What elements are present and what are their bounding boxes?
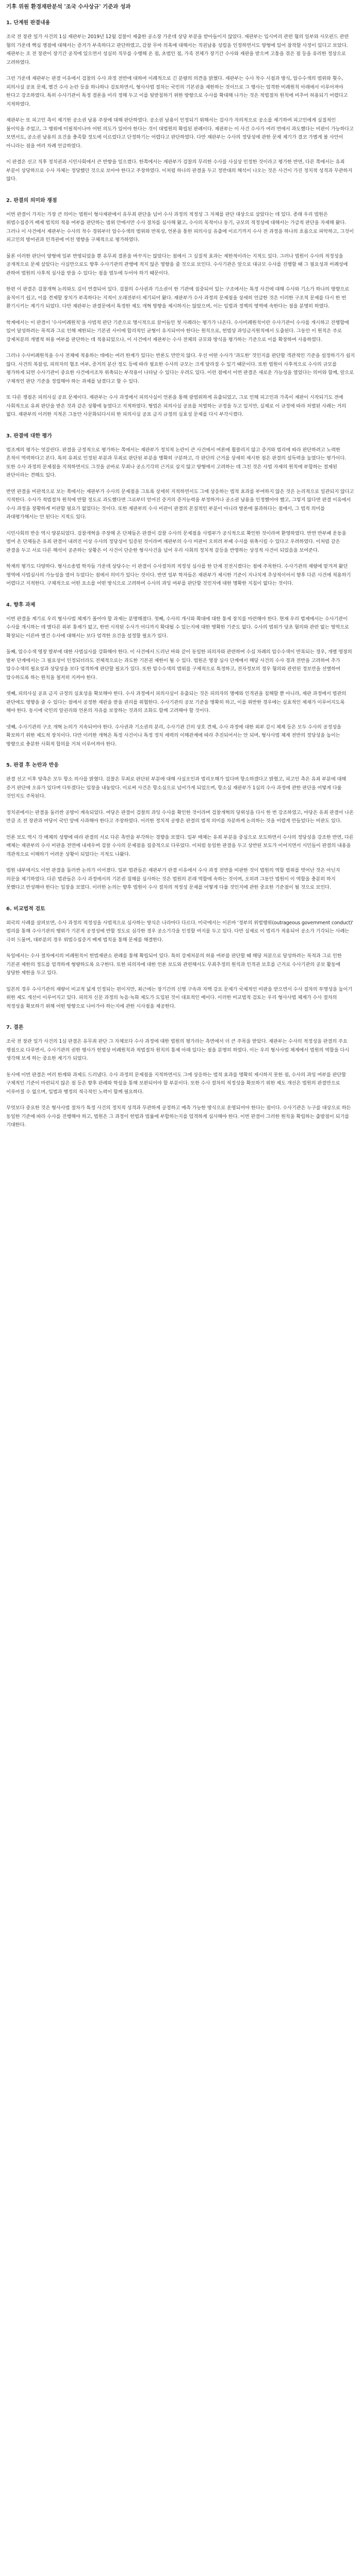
section-heading: 4. 향후 과제 [6, 602, 36, 608]
paragraph: 일본의 경우 수사기관의 재량이 비교적 넓게 인정되는 편이지만, 최근에는 장기간의 신병 구속과 자백 강요 문제가 국제적인 비판을 받으면서 수사 절차의 투명성을 높이기 위한 제도 개선이 이루어지고 있다. 피의자 신문 과정의 녹음·녹화 제도가 도입된 것이 대표적인 예이다. 이러한 비교법적 검토는 우리 형사사법 체계가 수사 절차의 적정성을 확보하기 위해 어떤 방향으로 나아가야 하는지에 관한 시사점을 제공한다. [6, 986, 353, 1009]
document-page [0, 0, 361, 1143]
section-heading: 3. 판결에 대한 평가 [6, 433, 52, 439]
section [6, 197, 355, 419]
paragraph: 또 다른 쟁점은 피의사실 공표 문제이다. 재판부는 수사 과정에서 피의사실이 언론을 통해 광범위하게 유출되었고, 그로 인해 피고인과 가족이 재판이 시작되기도 전에 사회적으로 유죄 판단을 받은 것과 같은 상황에 놓였다고 지적하였다. 형법은 피의사실 공표를 처벌하는 규정을 두고 있지만, 실제로 이 규정에 따라 처벌된 사례는 거의 없다. 재판부의 이러한 지적은 그동안 사문화되다시피 한 피의사실 공표 금지 규정의 실효성 문제를 다시 부각시켰다. [6, 395, 346, 417]
paragraph: 조국 전 장관 일가 사건의 1심 재판부는 2019년 12월 검찰이 제출한 공소장 가운데 상당 부분을 받아들이지 않았다. 재판부는 입시비리 관련 혐의 일부와 사모펀드 관련 혐의 가운데 핵심 쟁점에 대해서는 증거가 부족하다고 판단하였고, 감찰 무마 의혹에 대해서는 직권남용 성립을 인정하면서도 양형에 있어 참작할 사정이 있다고 보았다. 재판부는 조 전 장관이 장기간 공직에 있으면서 성실히 직무를 수행해 온 점, 초범인 점, 가족 전체가 장기간 수사와 재판을 받으며 고통을 겪은 점 등을 유리한 정상으로 고려하였다. [6, 34, 349, 65]
paragraph: 물론 이러한 판단이 양형에 일부 반영되었을 뿐 유무죄 결론을 바꾸지는 않았다는 점에서 그 실질적 효과는 제한적이라는 지적도 있다. 그러나 법원이 수사의 적정성을 공개적으로 문제 삼았다는 사실만으로도 향후 수사기관의 관행에 적지 않은 영향을 줄 것으로 보인다. 수사기관은 앞으로 대규모 수사를 진행할 때 그 필요성과 비례성에 관하여 법원의 사후적 심사를 받을 수 있다는 점을 염두에 두어야 하기 때문이다. [6, 253, 348, 276]
paragraph: 무엇보다 중요한 것은 형사사법 절차가 특정 사건의 정치적 성격과 무관하게 공정하고 예측 가능한 방식으로 운영되어야 한다는 점이다. 수사기관은 누구를 대상으로 하든 동일한 기준에 따라 수사를 진행해야 하고, 법원은 그 과정이 헌법과 법률에 부합하는지를 엄격하게 심사해야 한다. 이번 판결이 그러한 원칙을 확립하는 출발점이 되기를 기대한다. [6, 1105, 351, 1128]
paragraph: 법원 내부에서도 이번 판결을 둘러싼 논의가 이어졌다. 일부 법관들은 재판부가 판결 이유에서 수사 과정 전반을 비판한 것이 법원의 역할 범위를 벗어난 것은 아닌지 의문을 제기하였다. 다른 법관들은 수사 과정에서의 기본권 침해를 심사하는 것은 법원의 본래 역할에 속하는 것이며, 오히려 그동안 법원이 이 역할을 충분히 하지 못했다고 반성해야 한다는 입장을 보였다. 이러한 논의는 향후 법원이 수사 절차의 적정성 문제를 어떻게 다룰 것인지에 관한 중요한 기준점이 될 것으로 보인다. [6, 868, 340, 890]
section [6, 433, 355, 588]
paragraph: 재판부는 또 피고인 측이 제기한 공소권 남용 주장에 대해 판단하였다. 공소권 남용이 인정되기 위해서는 검사가 자의적으로 공소를 제기하여 피고인에게 실질적인 불이익을 주었고, 그 행위에 미필적이나마 어떤 의도가 있어야 한다는 것이 대법원의 확립된 판례이다. 재판부는 이 사건 수사가 여러 면에서 과도했다는 비판이 가능하다고 보면서도, 공소권 남용의 요건을 충족할 정도에 이르렀다고 단정하기는 어렵다고 판단하였다. 다만 재판부는 수사의 정당성에 관한 문제 제기가 결코 가볍게 볼 사안이 아니라는 점을 여러 차례 언급하였다. [6, 117, 354, 149]
paragraph: 한편 이 판결은 검찰개혁 논의와도 깊이 연결되어 있다. 검찰의 수사권과 기소권이 한 기관에 집중되어 있는 구조에서는 특정 사건에 대해 수사와 기소가 하나의 방향으로 움직이기 쉽고, 이를 견제할 장치가 부족하다는 지적이 오래전부터 제기되어 왔다. 재판부가 수사 과정의 문제점을 상세히 언급한 것은 이러한 구조적 문제를 다시 한 번 환기시키는 계기가 되었다. 다만 재판부는 판결문에서 특정한 제도 개혁 방향을 제시하지는 않았으며, 이는 입법과 정책의 영역에 속한다는 점을 분명히 하였다. [6, 286, 350, 309]
section-heading: 7. 결론 [6, 1025, 24, 1030]
paragraph: 법조계의 평가는 엇갈린다. 판결을 긍정적으로 평가하는 쪽에서는 재판부가 정치적 논란이 큰 사건에서 여론에 휩쓸리지 않고 증거와 법리에 따라 판단하려고 노력한 흔적이 역력하다고 본다. 특히 유죄로 인정된 부분과 무죄로 판단된 부분을 명확히 구분하고, 각 판단의 근거를 상세히 제시한 점은 판결의 설득력을 높였다는 평가이다. 또한 수사 과정의 문제점을 지적하면서도 그것을 곧바로 무죄나 공소기각의 근거로 삼지 않고 양형에서 고려하는 데 그친 것은 사법 자제의 원칙에 부합하는 절제된 판단이라는 견해도 있다. [6, 447, 346, 478]
paragraph: 그러나 수사비례원칙을 수사 전체에 적용하는 데에는 여러 한계가 있다는 반론도 만만치 않다. 우선 어떤 수사가 '과도한' 것인지를 판단할 객관적인 기준을 설정하기가 쉽지 않다. 사건의 복잡성, 피의자의 협조 여부, 증거의 분산 정도 등에 따라 필요한 수사의 규모는 크게 달라질 수 있기 때문이다. 또한 법원이 사후적으로 수사의 규모를 평가하게 되면 수사기관이 중요한 사건에서조차 위축되는 부작용이 나타날 수 있다는 우려도 있다. 이런 점에서 이번 판결은 새로운 가능성을 열었다는 의미와 함께, 앞으로 구체적인 판단 기준을 정립해야 하는 과제를 남겼다고 할 수 있다. [6, 353, 355, 384]
paragraph: 그런 가운데 재판부는 판결 이유에서 검찰의 수사 과정 전반에 대하여 이례적으로 긴 분량의 의견을 밝혔다. 재판부는 수사 착수 시점과 방식, 압수수색의 범위와 횟수, 피의사실 공표 문제, 별건 수사 논란 등을 하나하나 검토하면서, 형사사법 절차는 국민의 기본권을 제한하는 것이므로 그 행사는 엄격한 비례원칙 아래에서 이루어져야 한다고 강조하였다. 특히 수사기관이 특정 결론을 미리 정해 두고 이를 뒷받침하기 위한 방향으로 수사를 확대해 나가는 것은 적법절차 원칙에 비추어 허용되기 어렵다고 지적하였다. [6, 76, 348, 107]
section [6, 906, 355, 1011]
paragraph: 언론 보도 역시 각 매체의 성향에 따라 판결의 서로 다른 측면을 부각하는 경향을 보였다. 일부 매체는 유죄 부분을 중심으로 보도하면서 수사의 정당성을 강조한 반면, 다른 매체는 재판부의 수사 비판을 전면에 내세우며 검찰 수사의 문제점을 집중적으로 다루었다. 이처럼 동일한 판결을 두고 상반된 보도가 이어지면서 시민들이 판결의 내용을 객관적으로 이해하기 어려운 상황이 되었다는 지적도 나왔다. [6, 834, 354, 857]
section [6, 602, 355, 749]
paragraph: 조국 전 장관 일가 사건의 1심 판결은 유무죄 판단 그 자체보다 수사 과정에 대한 법원의 평가라는 측면에서 더 큰 주목을 받았다. 재판부는 수사의 적정성을 판결의 주요 쟁점으로 다루면서, 수사기관의 권한 행사가 헌법상 비례원칙과 적법절차 원칙의 통제 아래 있다는 점을 분명히 하였다. 이는 우리 형사사법 체계에서 법원의 역할을 다시 생각해 보게 하는 중요한 계기가 되었다. [6, 1039, 350, 1061]
section-heading: 6. 비교법적 검토 [6, 906, 45, 912]
paragraph: 이번 판결이 가지는 가장 큰 의미는 법원이 형사재판에서 유무죄 판단을 넘어 수사 과정의 적정성 그 자체를 판단 대상으로 삼았다는 데 있다. 종래 우리 법원은 위법수집증거 배제 법칙의 적용 여부를 판단하는 범위 안에서만 수사 절차를 심사해 왔고, 수사의 목적이나 동기, 규모의 적정성에 대해서는 가급적 판단을 자제해 왔다. 그러나 이 사건에서 재판부는 수사의 착수 경위부터 압수수색의 범위와 반복성, 언론을 통한 피의사실 유출에 이르기까지 수사 전 과정을 하나의 흐름으로 파악하고, 그것이 피고인의 방어권과 인격권에 미친 영향을 구체적으로 평가하였다. [6, 211, 354, 243]
section-heading: 5. 판결 후 논란과 반응 [6, 762, 59, 768]
paragraph: 학계에서는 이 판결이 '수사비례원칙'을 사법적 판단 기준으로 명시적으로 끌어들인 첫 사례라는 평가가 나온다. 수사비례원칙이란 수사기관이 수사를 개시하고 진행함에 있어 달성하려는 목적과 그로 인해 제한되는 기본권 사이에 합리적인 균형이 유지되어야 한다는 원칙으로, 헌법상 과잉금지원칙에서 도출된다. 그동안 이 원칙은 주로 강제처분의 개별적 허용 여부를 판단하는 데 적용되었으나, 이 사건에서 재판부는 수사 전체의 규모와 방식을 평가하는 기준으로 이를 확장하여 사용하였다. [6, 319, 349, 343]
paragraph: 시민사회의 반응 역시 양분되었다. 검찰개혁을 주장해 온 단체들은 판결이 검찰 수사의 문제점을 사법부가 공식적으로 확인한 것이라며 환영하였다. 반면 반부패 운동을 벌여 온 단체들은 유죄 판결이 내려진 이상 수사의 정당성이 입증된 것이라며 재판부의 수사 비판이 오히려 부패 수사를 위축시킬 수 있다고 우려하였다. 이처럼 같은 판결을 두고 서로 다른 해석이 공존하는 상황은 이 사건이 단순한 형사사건을 넘어 우리 사회의 정치적 갈등을 반영하는 상징적 사건이 되었음을 보여준다. [6, 530, 347, 553]
document-body [6, 20, 355, 1130]
paragraph: 넷째, 수사기관의 구조 개혁 논의가 지속되어야 한다. 수사권과 기소권의 분리, 수사기관 간의 상호 견제, 수사 과정에 대한 외부 감시 체계 등은 모두 수사의 공정성을 확보하기 위한 제도적 장치이다. 다만 이러한 개혁은 특정 사건이나 특정 정치 세력의 이해관계에 따라 추진되어서는 안 되며, 형사사법 체계 전반의 정당성을 높이는 방향으로 충분한 사회적 합의를 거쳐 이루어져야 한다. [6, 724, 341, 747]
paragraph: 이 판결은 선고 직후 정치권과 시민사회에서 큰 반향을 일으켰다. 한쪽에서는 재판부가 검찰의 무리한 수사를 사실상 인정한 것이라고 평가한 반면, 다른 쪽에서는 유죄 부분이 상당하므로 수사 자체는 정당했던 것으로 보아야 한다고 주장하였다. 이처럼 하나의 판결을 두고 정반대의 해석이 나오는 것은 사건이 가진 정치적 성격과 무관하지 않다. [6, 159, 353, 182]
paragraph: 학계의 평가도 다양하다. 형사소송법 학자들 가운데 상당수는 이 판결이 수사절차의 적정성 심사를 한 단계 진전시켰다는 점에 주목한다. 수사기관의 재량에 맡겨져 왔던 영역에 사법심사의 가능성을 열어 두었다는 점에서 의미가 있다는 것이다. 반면 일부 학자들은 재판부가 제시한 기준이 지나치게 추상적이어서 향후 다른 사건에 적용하기 어렵다고 지적한다. 구체적으로 어떤 요소를 어떤 방식으로 고려하여 수사의 과잉 여부를 판단할 것인지에 대한 명확한 지침이 없다는 것이다. [6, 564, 351, 586]
paragraph: 정치권에서는 판결을 둘러싼 공방이 계속되었다. 여당은 판결이 검찰의 과잉 수사를 확인한 것이라며 검찰개혁의 당위성을 다시 한 번 강조하였고, 야당은 유죄 판결이 나온 만큼 조 전 장관과 여당이 국민 앞에 사과해야 한다고 주장하였다. 이러한 정치적 공방은 판결의 법적 의미를 차분하게 논의하는 것을 어렵게 만들었다는 비판도 있다. [6, 809, 354, 824]
paragraph: 판결 선고 이후 양측은 모두 항소 의사를 밝혔다. 검찰은 무죄로 판단된 부분에 대해 사실오인과 법리오해가 있다며 항소하겠다고 밝혔고, 피고인 측은 유죄 부분에 대해 증거 판단에 오류가 있다며 다투겠다는 입장을 내놓았다. 이로써 사건은 항소심으로 넘어가게 되었으며, 항소심 재판부가 1심의 수사 과정에 관한 판단을 어떻게 다룰 것인지도 주목된다. [6, 776, 346, 799]
section [6, 20, 355, 184]
paragraph: 동시에 이번 판결은 여러 한계와 과제도 드러냈다. 수사 과정의 문제점을 지적하면서도 그에 상응하는 법적 효과를 명확히 제시하지 못한 점, 수사의 과잉 여부를 판단할 구체적인 기준이 마련되지 않은 점 등은 향후 판례와 학설을 통해 보완되어야 할 부분이다. 또한 수사 절차의 적정성을 확보하기 위한 제도 개선은 법원의 판결만으로 이루어질 수 없으며, 입법과 행정의 적극적인 노력이 함께 필요하다. [6, 1072, 346, 1095]
paragraph: 셋째, 피의사실 공표 금지 규정의 실효성을 확보해야 한다. 수사 과정에서 피의사실이 유출되는 것은 피의자의 명예와 인격권을 침해할 뿐 아니라, 재판 과정에서 법관의 판단에도 영향을 줄 수 있다는 점에서 공정한 재판을 받을 권리를 위협한다. 수사기관의 공보 기준을 명확히 하고, 이를 위반한 경우에는 실효적인 제재가 이루어지도록 해야 한다. 동시에 국민의 알권리와 언론의 자유를 보장하는 것과의 조화도 함께 고려해야 할 것이다. [6, 691, 346, 714]
paragraph: 독일에서는 수사 절차에서의 비례원칙이 헌법재판소 판례를 통해 확립되어 있다. 특히 강제처분의 허용 여부를 판단할 때 해당 처분으로 달성하려는 목적과 그로 인한 기본권 제한의 정도를 엄격하게 형량하도록 요구한다. 또한 피의자에 대한 언론 보도와 관련해서도 무죄추정의 원칙과 인격권 보호를 근거로 수사기관의 공보 활동에 상당한 제한을 두고 있다. [6, 953, 342, 976]
paragraph: 둘째, 압수수색 영장 발부에 대한 사법심사를 강화해야 한다. 이 사건에서 드러난 바와 같이 동일한 피의자와 관련하여 수십 차례의 압수수색이 반복되는 경우, 개별 영장의 발부 단계에서는 그 필요성이 인정되더라도 전체적으로는 과도한 기본권 제한이 될 수 있다. 법원은 영장 심사 단계에서 해당 사건의 수사 경과 전반을 고려하여 추가 압수수색의 필요성과 상당성을 보다 엄격하게 판단할 필요가 있다. 또한 압수수색의 범위를 구체적으로 특정하고, 전자정보의 경우 혐의와 관련된 정보만을 선별하여 압수하도록 하는 원칙을 철저히 지켜야 한다. [6, 649, 352, 681]
section-heading: 1. 단계원 판결내용 [6, 20, 51, 26]
section [6, 762, 355, 892]
document-title: 기후 위원 환경재판분석 '조국 수사상규' 기준과 성과 [6, 4, 131, 10]
paragraph: 이번 판결을 계기로 우리 형사사법 체계가 풀어야 할 과제는 분명해졌다. 첫째, 수사의 개시와 확대에 대한 통제 장치를 마련해야 한다. 현재 우리 법제에서는 수사기관이 수사를 개시하는 데 별다른 외부 통제가 없고, 한번 시작된 수사가 어디까지 확대될 수 있는지에 대한 명확한 기준도 없다. 수사의 범위가 당초 혐의와 관련 없는 영역으로 확장되는 이른바 별건 수사에 대해서는 보다 엄격한 요건을 설정할 필요가 있다. [6, 616, 349, 639]
section-heading: 2. 판결의 의미와 쟁점 [6, 197, 57, 204]
paragraph: 반면 판결을 비판적으로 보는 쪽에서는 재판부가 수사의 문제점을 그토록 상세히 지적하면서도 그에 상응하는 법적 효과를 부여하지 않은 것은 논리적으로 일관되지 않다고 지적한다. 수사가 적법절차 원칙에 반할 정도로 과도했다면 그로부터 얻어진 증거의 증거능력을 부정하거나 공소권 남용을 인정했어야 했고, 그렇지 않다면 판결 이유에서 수사 과정을 장황하게 비판할 필요가 없었다는 것이다. 또한 재판부의 수사 비판이 판결의 본질적인 부분이 아니라 방론에 불과하다는 점에서, 그 법적 의미를 과대평가해서는 안 된다는 지적도 있다. [6, 488, 354, 520]
section [6, 1024, 355, 1130]
paragraph: 외국의 사례를 살펴보면, 수사 과정의 적정성을 사법적으로 심사하는 방식은 나라마다 다르다. 미국에서는 이른바 '정부의 위법행위(outrageous government conduct)' 법리를 통해 수사기관의 행위가 기본적 공정성에 반할 정도로 심각한 경우 공소기각을 인정할 여지를 두고 있다. 다만 실제로 이 법리가 적용되어 공소가 기각되는 사례는 극히 드물며, 대부분의 경우 위법수집증거 배제 법칙을 통해 문제를 해결한다. [6, 920, 353, 943]
